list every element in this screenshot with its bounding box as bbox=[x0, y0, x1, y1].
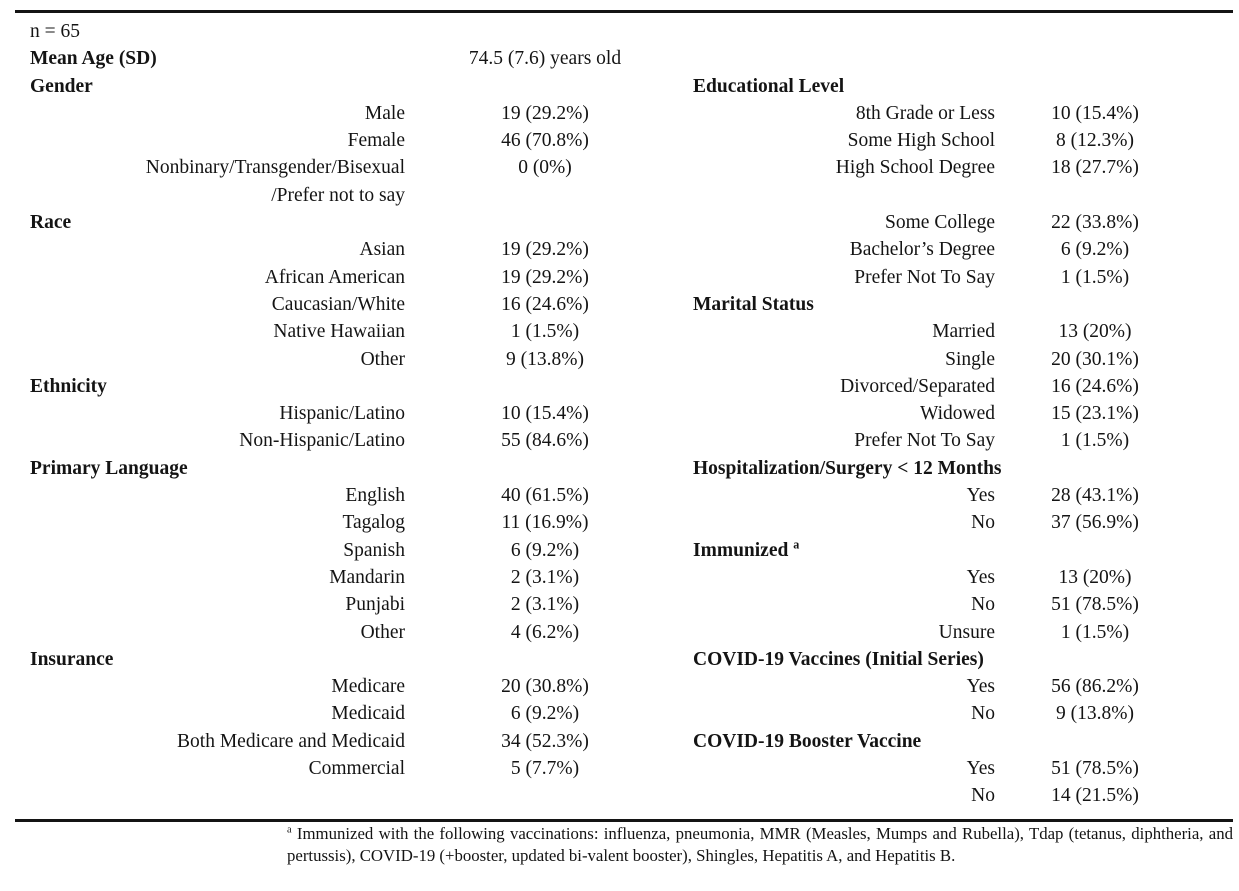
category-label: Mandarin bbox=[329, 566, 405, 588]
count-value bbox=[405, 373, 685, 400]
count-value: 16 (24.6%) bbox=[1051, 375, 1139, 397]
count-value: 20 (30.8%) bbox=[501, 676, 589, 698]
category-label: Yes bbox=[966, 758, 995, 780]
table-row bbox=[30, 373, 1195, 400]
table-footnote bbox=[287, 823, 1233, 868]
category-label: Tagalog bbox=[342, 512, 405, 534]
table-row bbox=[30, 455, 1195, 482]
category-label: No bbox=[971, 594, 995, 616]
count-value: 34 (52.3%) bbox=[501, 730, 589, 752]
count-value bbox=[995, 18, 1195, 45]
table-row bbox=[30, 509, 1195, 536]
category-label: Male bbox=[364, 102, 405, 124]
count-value: 14 (21.5%) bbox=[1051, 785, 1139, 807]
count-value: 2 (3.1%) bbox=[510, 594, 580, 616]
table-row bbox=[30, 100, 1195, 127]
table-row bbox=[30, 346, 1195, 373]
category-label: Other bbox=[360, 348, 405, 370]
table-row bbox=[30, 291, 1195, 318]
category-label: Medicare bbox=[331, 676, 405, 698]
count-value: 1 (1.5%) bbox=[510, 321, 580, 343]
table-row bbox=[30, 400, 1195, 427]
table-row bbox=[30, 73, 1195, 100]
count-value: 19 (29.2%) bbox=[501, 266, 589, 288]
section-header: Ethnicity bbox=[30, 375, 107, 397]
footnote-text: Immunized with the following vaccinations: influenza, pneumonia, MMR (Measles, Mumps and Rubella), Tdap (tetanus, diphtheria, and pertussis), COVID-19 (+booster, updated bi-valent booster), Shingles, Hepatitis A, and Hepatitis B. bbox=[287, 824, 1233, 866]
category-label bbox=[30, 782, 405, 809]
section-header: Marital Status bbox=[693, 293, 814, 315]
count-value bbox=[405, 646, 685, 673]
table-row bbox=[30, 127, 1195, 154]
category-label: Hispanic/Latino bbox=[279, 403, 405, 425]
table-bottom-rule bbox=[15, 819, 1233, 822]
category-label: Some High School bbox=[847, 130, 995, 152]
section-header: Primary Language bbox=[30, 457, 188, 479]
count-value: 10 (15.4%) bbox=[1051, 102, 1139, 124]
count-value bbox=[405, 73, 685, 100]
count-value bbox=[995, 45, 1195, 72]
category-label: Non-Hispanic/Latino bbox=[239, 430, 405, 452]
count-value: 10 (15.4%) bbox=[501, 403, 589, 425]
footnote-marker: a bbox=[287, 824, 292, 836]
table-row bbox=[30, 537, 1195, 564]
category-label: Some College bbox=[885, 212, 995, 234]
count-value: 19 (29.2%) bbox=[501, 239, 589, 261]
category-label: Prefer Not To Say bbox=[854, 266, 995, 288]
table-row bbox=[30, 264, 1195, 291]
count-value: 2 (3.1%) bbox=[510, 566, 580, 588]
count-value: 46 (70.8%) bbox=[501, 130, 589, 152]
count-value: 37 (56.9%) bbox=[1051, 512, 1139, 534]
count-value bbox=[995, 455, 1195, 482]
count-value: 55 (84.6%) bbox=[501, 430, 589, 452]
count-value: 74.5 (7.6) years old bbox=[468, 48, 622, 70]
count-value: 40 (61.5%) bbox=[501, 485, 589, 507]
table-row bbox=[30, 700, 1195, 727]
count-value bbox=[995, 728, 1195, 755]
count-value bbox=[405, 455, 685, 482]
table-row bbox=[30, 154, 1195, 209]
section-header: Hospitalization/Surgery < 12 Months bbox=[693, 457, 1002, 479]
count-value bbox=[995, 291, 1195, 318]
footnote-reference: a bbox=[793, 537, 800, 552]
category-label: African American bbox=[264, 266, 405, 288]
table-row bbox=[30, 673, 1195, 700]
count-value: 13 (20%) bbox=[1058, 321, 1132, 343]
category-label: Medicaid bbox=[331, 703, 405, 725]
count-value bbox=[405, 782, 685, 809]
section-header: Mean Age (SD) bbox=[30, 48, 157, 70]
category-label: Commercial bbox=[308, 758, 405, 780]
category-label: Spanish bbox=[343, 539, 405, 561]
section-header: COVID-19 Vaccines (Initial Series) bbox=[693, 648, 984, 670]
count-value: 1 (1.5%) bbox=[1060, 621, 1130, 643]
table-row bbox=[30, 236, 1195, 263]
category-label: English bbox=[345, 485, 405, 507]
table-top-rule bbox=[15, 10, 1233, 13]
demographics-table bbox=[30, 18, 1195, 810]
category-label: n = 65 bbox=[30, 21, 80, 42]
table-row bbox=[30, 755, 1195, 782]
count-value: 20 (30.1%) bbox=[1051, 348, 1139, 370]
section-header: Insurance bbox=[30, 648, 114, 670]
section-header: Gender bbox=[30, 75, 93, 97]
count-value bbox=[405, 18, 685, 45]
category-label: Other bbox=[360, 621, 405, 643]
category-label: Native Hawaiian bbox=[273, 321, 405, 343]
count-value: 5 (7.7%) bbox=[510, 758, 580, 780]
category-label bbox=[685, 45, 995, 72]
count-value bbox=[405, 209, 685, 236]
count-value: 9 (13.8%) bbox=[506, 348, 584, 370]
count-value: 16 (24.6%) bbox=[501, 293, 589, 315]
count-value bbox=[995, 73, 1195, 100]
category-label: Married bbox=[932, 321, 995, 343]
category-label: Yes bbox=[966, 485, 995, 507]
category-label: Caucasian/White bbox=[271, 293, 405, 315]
category-label: Prefer Not To Say bbox=[854, 430, 995, 452]
table-row bbox=[30, 782, 1195, 809]
category-label: No bbox=[971, 512, 995, 534]
count-value: 56 (86.2%) bbox=[1051, 676, 1139, 698]
category-label: Bachelor’s Degree bbox=[849, 239, 995, 261]
category-label: Female bbox=[347, 130, 405, 152]
category-label: Widowed bbox=[919, 403, 995, 425]
table-row bbox=[30, 318, 1195, 345]
count-value: 8 (12.3%) bbox=[1056, 130, 1134, 152]
count-value: 51 (78.5%) bbox=[1051, 594, 1139, 616]
category-label: Yes bbox=[966, 676, 995, 698]
count-value: 15 (23.1%) bbox=[1051, 403, 1139, 425]
category-label: Punjabi bbox=[345, 594, 405, 616]
count-value: 4 (6.2%) bbox=[510, 621, 580, 643]
section-header: COVID-19 Booster Vaccine bbox=[693, 730, 922, 752]
table-row bbox=[30, 45, 1195, 72]
table-row bbox=[30, 427, 1195, 454]
count-value: 0 (0%) bbox=[518, 157, 572, 179]
count-value bbox=[995, 537, 1195, 564]
table-row bbox=[30, 619, 1195, 646]
table-row bbox=[30, 18, 1195, 45]
table-row bbox=[30, 728, 1195, 755]
count-value: 6 (9.2%) bbox=[1060, 239, 1130, 261]
category-label: 8th Grade or Less bbox=[855, 102, 995, 124]
table-row bbox=[30, 646, 1195, 673]
category-label: High School Degree bbox=[835, 157, 995, 179]
category-label: Asian bbox=[359, 239, 405, 261]
section-header: Race bbox=[30, 212, 72, 234]
count-value: 13 (20%) bbox=[1058, 566, 1132, 588]
count-value bbox=[995, 646, 1195, 673]
section-header: Immunized $^a$ bbox=[693, 537, 800, 561]
category-label: Unsure bbox=[938, 621, 995, 643]
table-row bbox=[30, 564, 1195, 591]
category-label: Yes bbox=[966, 566, 995, 588]
category-label: No bbox=[971, 785, 995, 807]
count-value: 6 (9.2%) bbox=[510, 703, 580, 725]
table-row bbox=[30, 591, 1195, 618]
count-value: 1 (1.5%) bbox=[1060, 266, 1130, 288]
count-value: 11 (16.9%) bbox=[501, 512, 589, 534]
count-value: 6 (9.2%) bbox=[510, 539, 580, 561]
category-label: No bbox=[971, 703, 995, 725]
count-value: 51 (78.5%) bbox=[1051, 758, 1139, 780]
count-value: 9 (13.8%) bbox=[1056, 703, 1134, 725]
count-value: 1 (1.5%) bbox=[1060, 430, 1130, 452]
count-value: 18 (27.7%) bbox=[1051, 157, 1139, 179]
section-header: Educational Level bbox=[693, 75, 845, 97]
category-label: Single bbox=[945, 348, 995, 370]
category-label: Nonbinary/Transgender/Bisexual /Prefer not to say bbox=[145, 157, 405, 206]
category-label: Divorced/Separated bbox=[840, 375, 995, 397]
table-row bbox=[30, 209, 1195, 236]
count-value: 19 (29.2%) bbox=[501, 102, 589, 124]
count-value: 28 (43.1%) bbox=[1051, 485, 1139, 507]
category-label bbox=[685, 18, 995, 45]
category-label: Both Medicare and Medicaid bbox=[177, 730, 405, 752]
table-row bbox=[30, 482, 1195, 509]
count-value: 22 (33.8%) bbox=[1051, 212, 1139, 234]
